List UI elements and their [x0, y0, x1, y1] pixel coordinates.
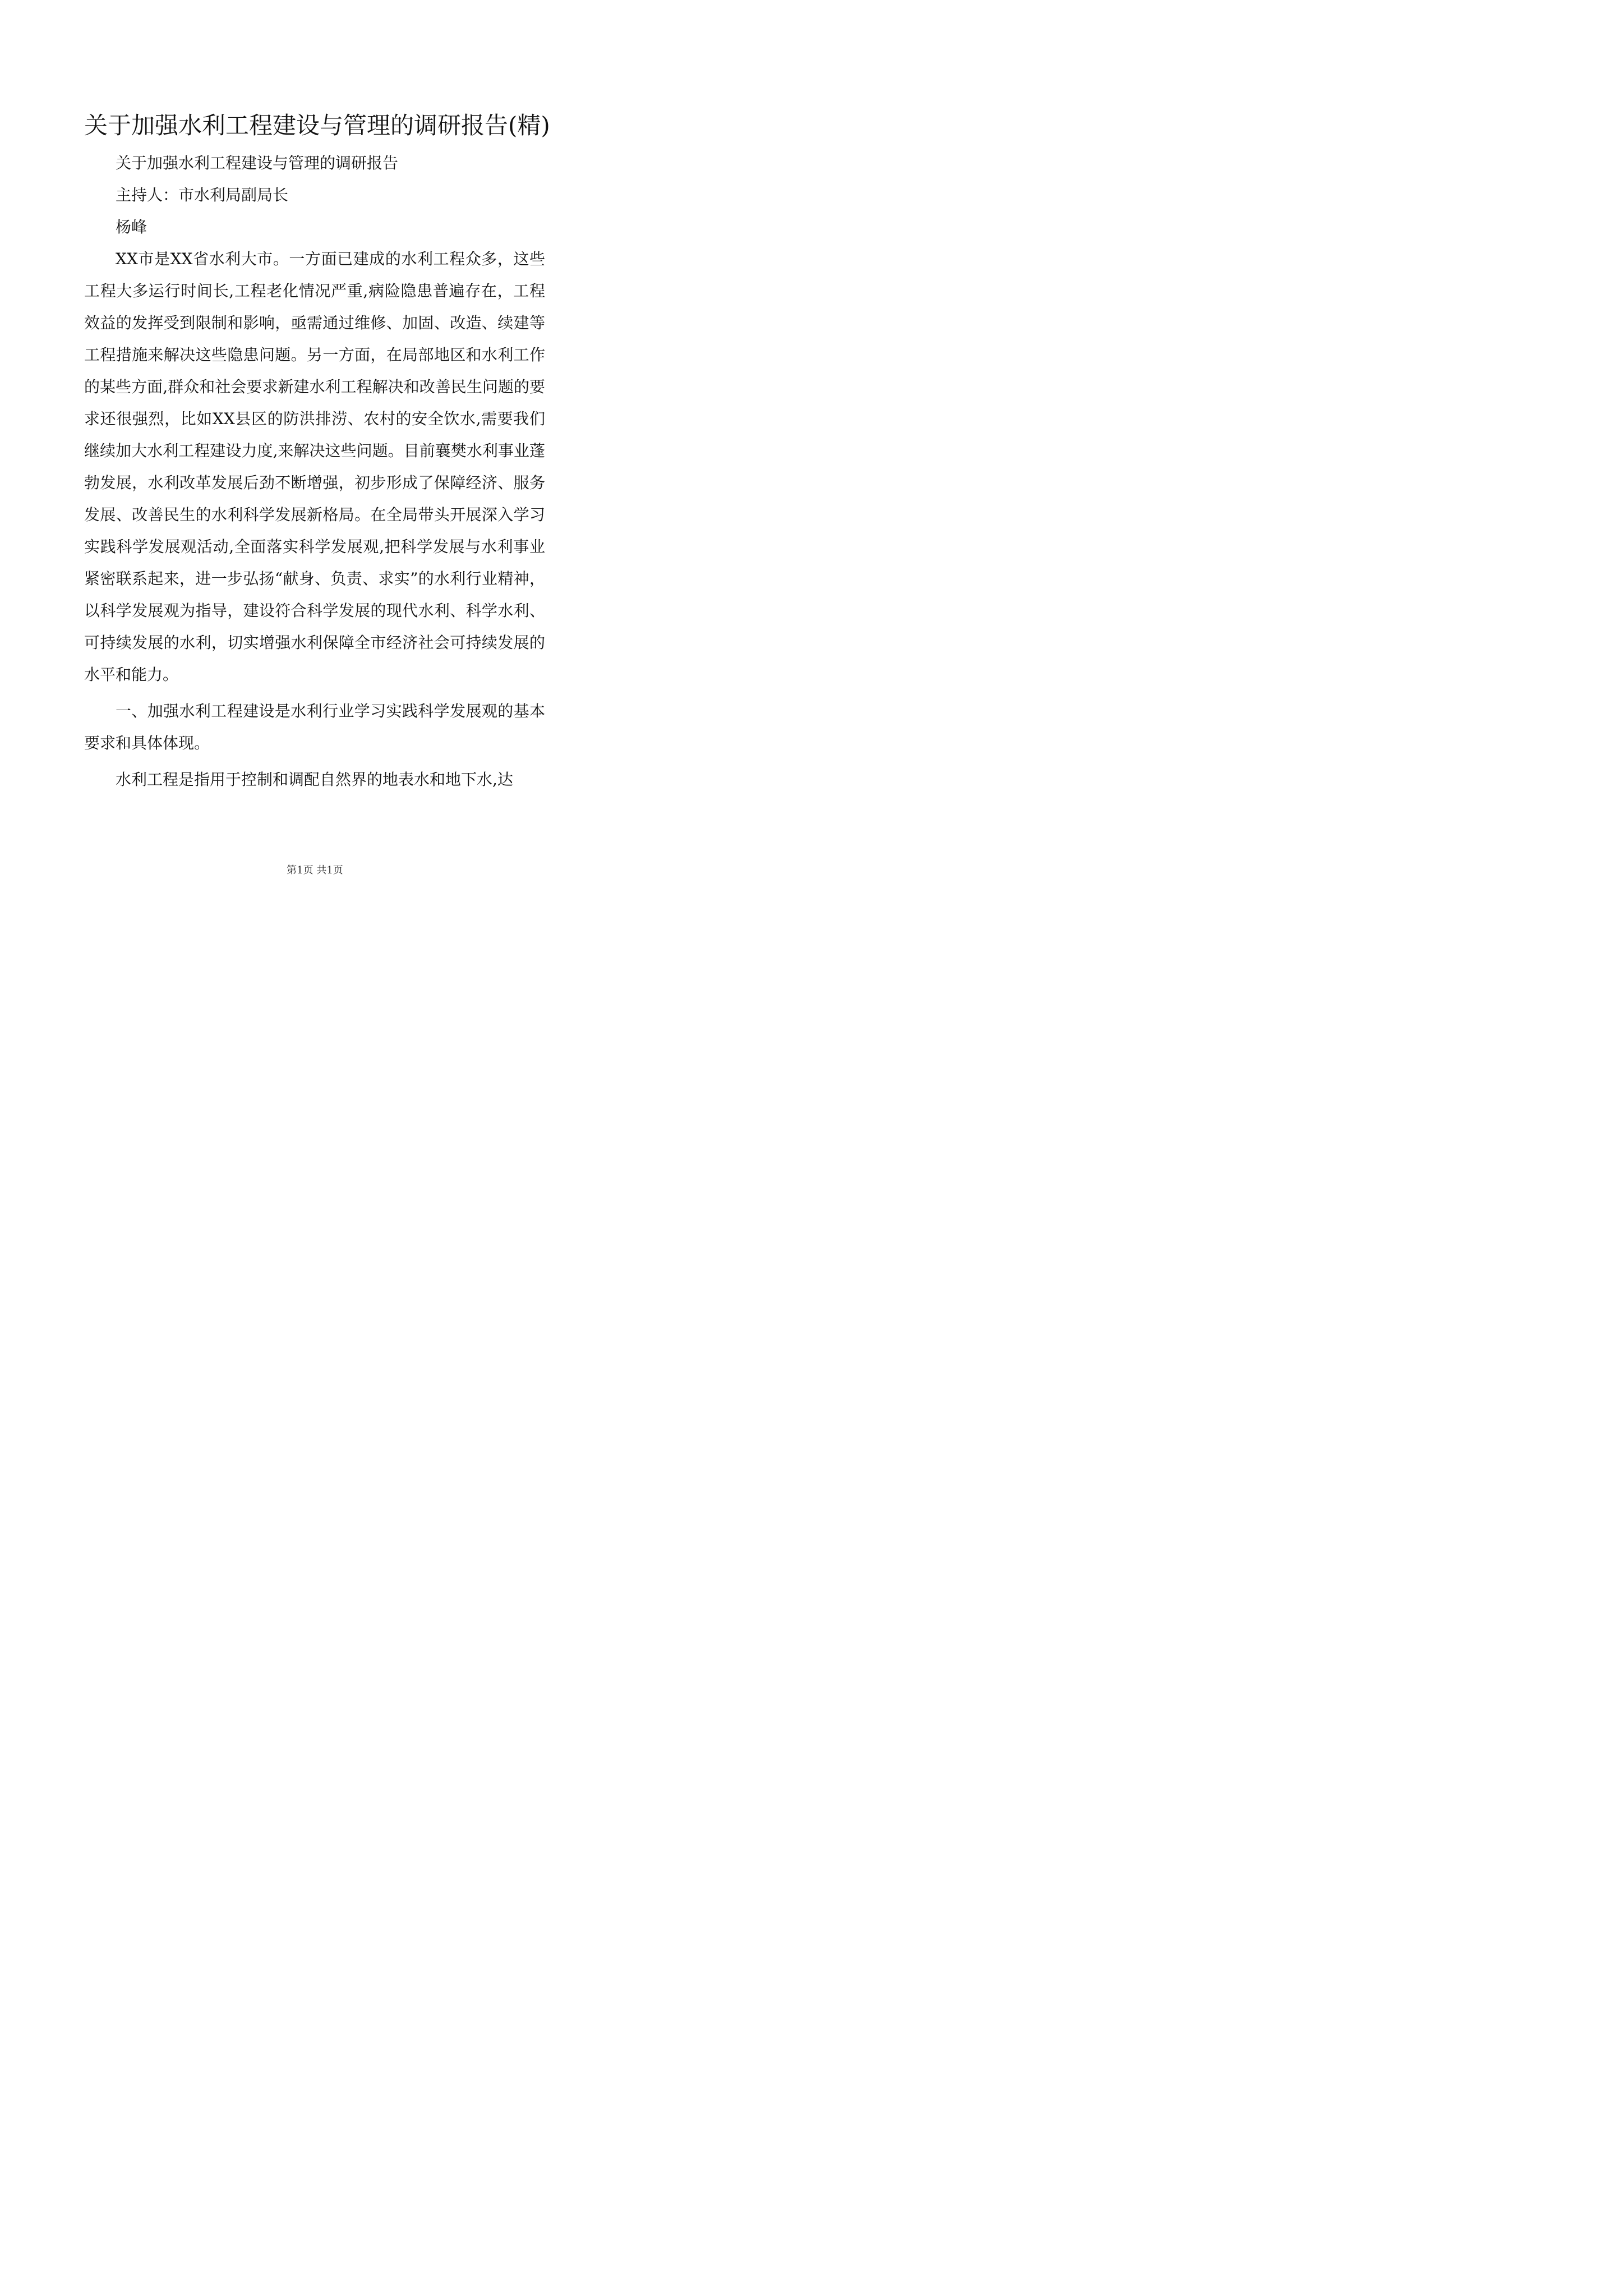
intro-paragraph: XX市是XX省水利大市。一方面已建成的水利工程众多，这些工程大多运行时间长,工程老化情况严重,病险隐患普遍存在，工程效益的发挥受到限制和影响，亟需通过维修、加固、改造、续建等工程措施来解决这些隐患问题。另一方面，在局部地区和水利工作的某些方面,群众和社会要求新建水利工程解决和改善民生问题的要求还很强烈，比如XX县区的防洪排涝、农村的安全饮水,需要我们继续加大水利工程建设力度,来解决这些问题。目前襄樊水利事业蓬勃发展，水利改革发展后劲不断增强，初步形成了保障经济、服务发展、改善民生的水利科学发展新格局。在全局带头开展深入学习实践科学发展观活动,全面落实科学发展观,把科学发展与水利事业紧密联系起来，进一步弘扬“献身、负责、求实”的水利行业精神，以科学发展观为指导，建设符合科学发展的现代水利、科学水利、可持续发展的水利，切实增强水利保障全市经济社会可持续发展的水平和能力。 — [84, 250, 545, 684]
body-paragraph: 水利工程是指用于控制和调配自然界的地表水和地下水,达 — [116, 770, 513, 789]
host-line: 主持人：市水利局副局长 — [116, 186, 289, 204]
section-heading-1: 一、加强水利工程建设是水利行业学习实践科学发展观的基本要求和具体体现。 — [84, 702, 545, 752]
document-page — [0, 0, 630, 890]
author-name: 杨峰 — [116, 218, 147, 236]
document-title: 关于加强水利工程建设与管理的调研报告(精) — [84, 112, 550, 139]
report-subtitle: 关于加强水利工程建设与管理的调研报告 — [116, 154, 399, 172]
page-footer: 第1页 共1页 — [287, 864, 343, 876]
document-body — [84, 147, 545, 795]
